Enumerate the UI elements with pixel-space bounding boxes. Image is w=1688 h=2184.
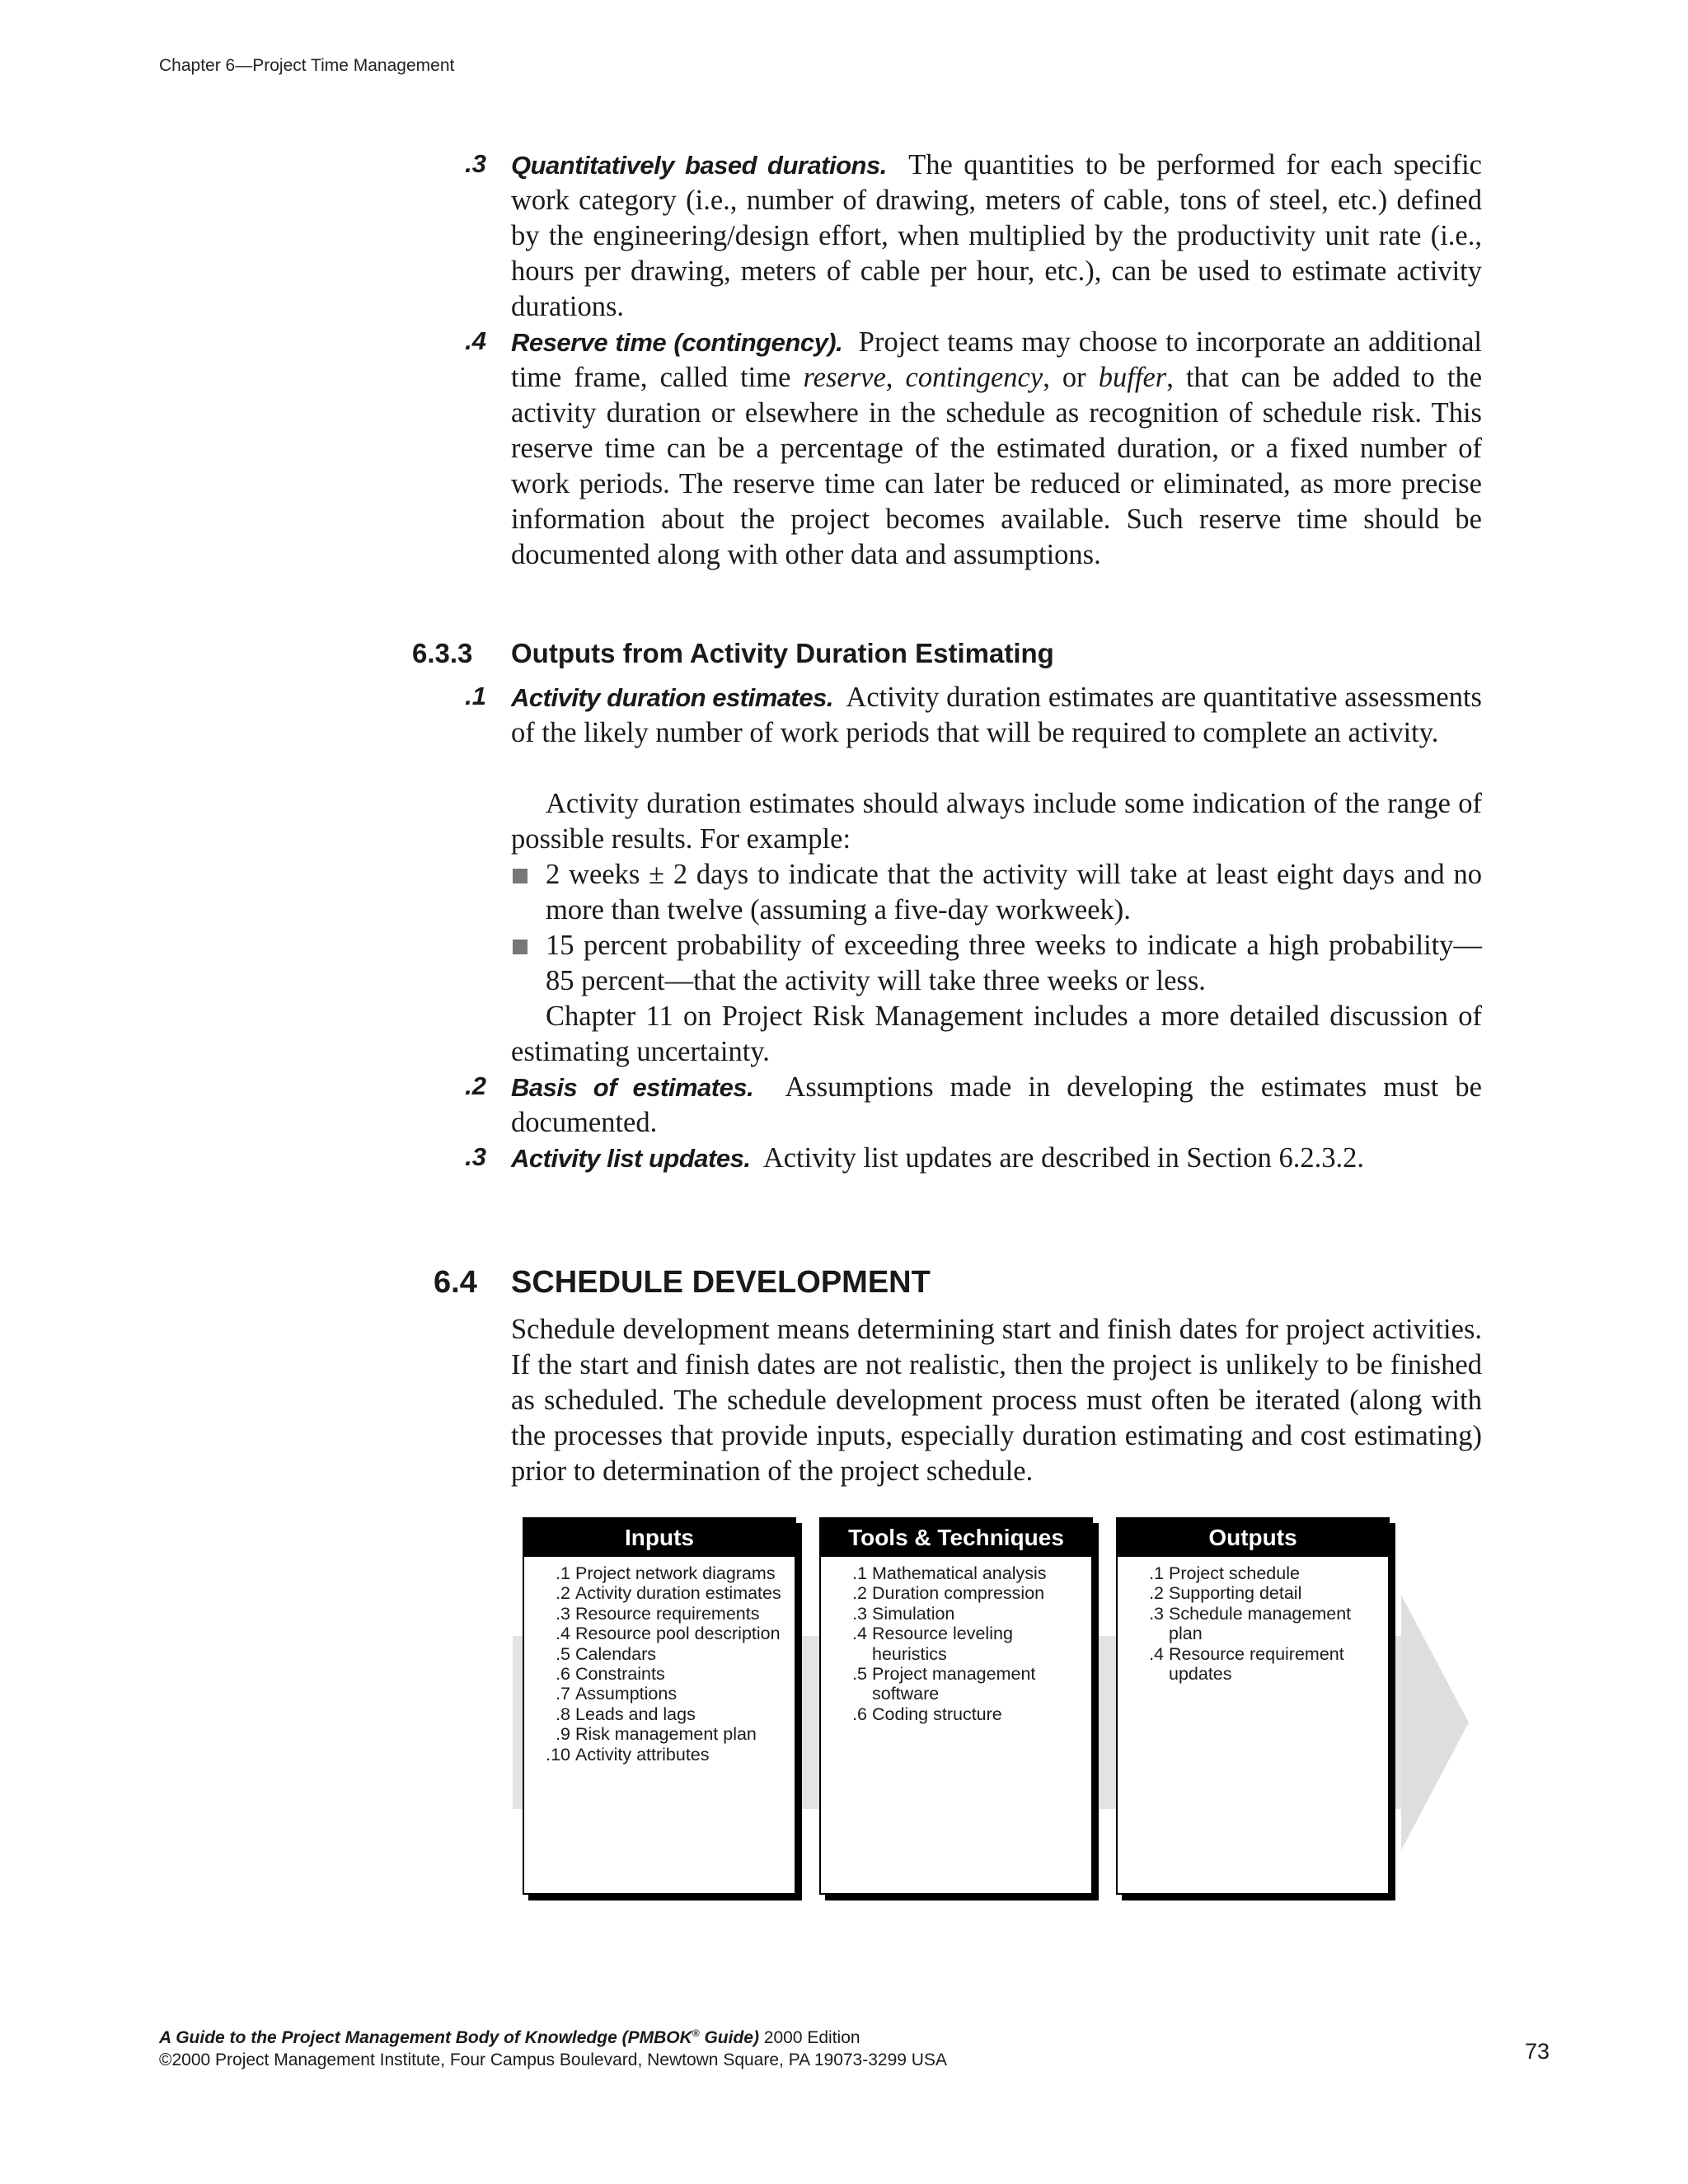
item-number: .4: [852, 1624, 867, 1644]
item-label: Assumptions: [575, 1684, 678, 1704]
item-lead: Activity duration estimates.: [511, 683, 833, 712]
item-label: Schedule management plan: [1169, 1603, 1352, 1644]
item-number: .4: [465, 326, 486, 355]
item-label: Leads and lags: [575, 1704, 696, 1724]
item-number: .2: [1149, 1583, 1164, 1604]
item-label: Supporting detail: [1169, 1583, 1302, 1604]
item-reserve-time: [511, 325, 1482, 573]
inputs-list: [524, 1557, 795, 1765]
item-number: .7: [556, 1684, 570, 1704]
box-panel: [819, 1517, 1093, 1895]
box-title: Tools & Techniques: [821, 1519, 1091, 1557]
item-number: .4: [556, 1624, 570, 1644]
tools-list: [821, 1557, 1091, 1724]
tools-box: [819, 1517, 1093, 1895]
paragraph: Chapter 11 on Project Risk Management includes a more detailed discussion of estimating uncertainty.: [511, 1001, 1482, 1067]
term-contingency: contingency: [905, 362, 1043, 393]
list-item: [1118, 1644, 1380, 1685]
list-item: [821, 1563, 1083, 1583]
item-number: .6: [852, 1704, 867, 1724]
list-item: [524, 1624, 786, 1643]
item-number: .1: [1149, 1563, 1164, 1583]
section-number: 6.4: [434, 1265, 477, 1300]
item-lead: Basis of estimates.: [511, 1073, 754, 1102]
item-number: .2: [852, 1583, 867, 1604]
list-item: [1118, 1583, 1380, 1603]
item-text: Project teams may choose to incorporate an additional time frame, called time: [511, 326, 1483, 393]
square-bullet-icon: [513, 869, 528, 883]
item-activity-duration-estimates: [511, 680, 1482, 751]
item-number: .1: [852, 1563, 867, 1583]
list-item: [524, 1583, 786, 1603]
item-lead: Activity list updates.: [511, 1144, 751, 1173]
item-label: Constraints: [575, 1664, 665, 1685]
list-item: [524, 1664, 786, 1684]
page-number: 73: [1525, 2039, 1550, 2064]
item-text: Assumptions made in developing the estimates must be documented.: [511, 1071, 1482, 1138]
box-panel: [1116, 1517, 1390, 1895]
list-item: [524, 1724, 786, 1744]
term-reserve: reserve: [803, 362, 886, 393]
item-number: .3: [1149, 1603, 1164, 1624]
book-title: A Guide to the Project Management Body of Knowledge (PMBOK: [159, 2028, 692, 2047]
list-item: [524, 1745, 786, 1765]
list-item: [821, 1704, 1083, 1724]
list-item: [1118, 1604, 1380, 1644]
list-item: [821, 1664, 1083, 1704]
item-label: Resource requirement updates: [1169, 1643, 1344, 1685]
item-number: .10: [546, 1744, 570, 1765]
item-text: , that can be added to the activity duration or elsewhere in the schedule as recognition of schedule risk. This reserve time can be a percentage of the estimated duration, or a fixed number of work periods. The reserve time can later be reduced or eliminated, as more precise information about the project becomes available. Such reserve time should be documented along with other data and assumptions.: [511, 362, 1483, 570]
item-label: Resource requirements: [575, 1603, 760, 1624]
item-number: .1: [556, 1563, 570, 1583]
item-number: .2: [465, 1071, 486, 1100]
outputs-list: [1118, 1557, 1388, 1684]
item-number: .3: [852, 1603, 867, 1624]
separator: , or: [1043, 362, 1099, 393]
section-number: 6.3.3: [412, 638, 473, 668]
item-number: .5: [556, 1643, 570, 1664]
item-number: .9: [556, 1724, 570, 1745]
item-number: .6: [556, 1664, 570, 1685]
item-label: Risk management plan: [575, 1724, 757, 1745]
box-panel: [523, 1517, 796, 1895]
process-diagram: [511, 1512, 1475, 1904]
box-title: Inputs: [524, 1519, 795, 1557]
item-label: Calendars: [575, 1643, 656, 1664]
edition: 2000 Edition: [758, 2028, 860, 2047]
item-number: .4: [1149, 1643, 1164, 1664]
flow-arrow-icon: [1401, 1595, 1469, 1850]
item-number: .3: [465, 149, 486, 178]
item-label: Activity attributes: [575, 1744, 710, 1765]
item-text: Activity list updates are described in Section 6.2.3.2.: [762, 1142, 1364, 1174]
item-label: Project management software: [872, 1664, 1036, 1704]
item-label: Project network diagrams: [575, 1563, 776, 1583]
separator: ,: [885, 362, 906, 393]
inputs-box: [523, 1517, 796, 1895]
bullet-text: 2 weeks ± 2 days to indicate that the activity will take at least eight days and no more than twelve (assuming a five-day workweek).: [546, 859, 1482, 926]
footer-copyright: ©2000 Project Management Institute, Four Campus Boulevard, Newtown Square, PA 19073-3299 USA: [159, 2050, 947, 2069]
item-text: Activity duration estimates are quantitative assessments of the likely number of work periods that will be required to complete an activity.: [511, 682, 1482, 748]
bullet-text: 15 percent probability of exceeding three weeks to indicate a high probability—85 percent—that the activity will take three weeks or less.: [546, 930, 1482, 996]
list-item: [821, 1604, 1083, 1624]
list-item: [524, 1644, 786, 1664]
bullet-item: [511, 857, 1482, 928]
item-label: Activity duration estimates: [575, 1583, 781, 1604]
item-basis-of-estimates: [511, 1070, 1482, 1141]
item-number: .3: [556, 1603, 570, 1624]
paragraph: Schedule development means determining start and finish dates for project activities. If the start and finish dates are not realistic, then the project is unlikely to be finished as scheduled. The schedule development process must often be iterated (along with the processes that provide inputs, especially duration estimating and cost estimating) prior to determination of the project schedule.: [511, 1314, 1482, 1487]
square-bullet-icon: [513, 940, 528, 954]
item-lead: Quantitatively based durations.: [511, 151, 887, 180]
item-label: Simulation: [872, 1603, 955, 1624]
item-number: .5: [852, 1664, 867, 1685]
item-number: .3: [465, 1142, 486, 1171]
item-text: The quantities to be performed for each specific work category (i.e., number of drawing, meters of cable, tons of steel, etc.) defined by the engineering/design effort, when multiplied by the productivity unit rate (i.e., hours per drawing, meters of cable per hour, etc.), can be used to estimate activity durations.: [511, 149, 1482, 322]
item-label: Mathematical analysis: [872, 1563, 1047, 1583]
item-label: Resource pool description: [575, 1624, 781, 1644]
list-item: [821, 1583, 1083, 1603]
registered-mark: ®: [692, 2027, 700, 2039]
section-title: Outputs from Activity Duration Estimating: [511, 638, 1054, 668]
footer-title: [159, 2027, 860, 2048]
book-title-end: Guide): [699, 2028, 759, 2047]
list-item: [524, 1684, 786, 1704]
list-item: [821, 1624, 1083, 1664]
item-number: .8: [556, 1704, 570, 1724]
item-label: Duration compression: [872, 1583, 1045, 1604]
item-number: .2: [556, 1583, 570, 1604]
item-number: .1: [465, 682, 486, 710]
item-label: Project schedule: [1169, 1563, 1300, 1583]
item-quantitative-durations: [511, 148, 1482, 325]
bullet-item: [511, 928, 1482, 999]
outputs-box: [1116, 1517, 1390, 1895]
item-lead: Reserve time (contingency).: [511, 328, 843, 357]
list-item: [524, 1604, 786, 1624]
item-label: Resource leveling heuristics: [872, 1624, 1013, 1664]
list-item: [524, 1563, 786, 1583]
list-item: [524, 1704, 786, 1724]
box-title: Outputs: [1118, 1519, 1388, 1557]
list-item: [1118, 1563, 1380, 1583]
paragraph: Activity duration estimates should always include some indication of the range of possible results. For example:: [511, 788, 1482, 855]
item-activity-list-updates: [511, 1141, 1482, 1176]
running-head: Chapter 6—Project Time Management: [159, 56, 455, 75]
term-buffer: buffer: [1098, 362, 1167, 393]
item-label: Coding structure: [872, 1704, 1002, 1724]
section-heading: SCHEDULE DEVELOPMENT: [511, 1265, 931, 1300]
